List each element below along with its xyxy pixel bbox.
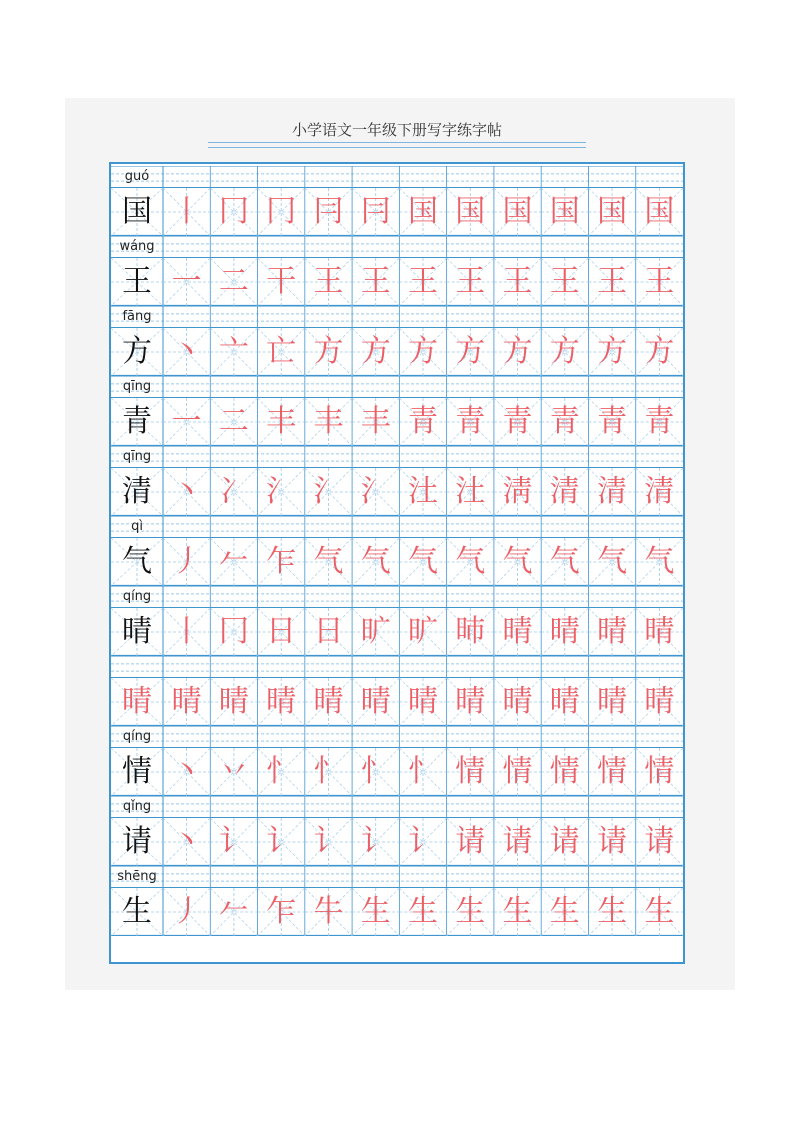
trace-character: 二 [218,264,249,299]
trace-character: 𠂉 [218,544,249,579]
trace-character: 丨 [171,194,202,229]
trace-character: 晴 [171,684,202,719]
trace-character: 晴 [597,614,628,649]
trace-character: 亠 [218,334,249,369]
pinyin-label: fāng [122,309,152,324]
char-row-7 [111,656,683,726]
trace-character: 气 [644,544,675,579]
char-row-8 [111,726,683,796]
trace-character: 清 [644,474,675,509]
model-character: 王 [122,264,152,299]
trace-character: 王 [502,264,533,299]
trace-character: 昁 [455,614,486,649]
trace-character: 晴 [407,684,438,719]
title-underline [208,142,586,148]
trace-character: 一 [171,264,202,299]
model-character: 方 [122,334,152,369]
trace-character: 生 [360,894,391,929]
trace-character: 丰 [266,404,297,439]
trace-character: 国 [407,194,438,229]
char-row-6 [111,586,683,656]
trace-character: 忄 [407,754,438,789]
trace-character: 淸 [502,474,533,509]
trace-character: 方 [360,334,391,369]
page-title: 小学语文一年级下册写字练字帖 [291,121,502,139]
char-row-5 [111,516,683,586]
pinyin-label: qì [131,519,143,534]
trace-character: 方 [549,334,580,369]
trace-character: 方 [644,334,675,369]
trace-character: 日 [313,614,344,649]
trace-character: 日 [266,614,297,649]
pinyin-label: qīng [122,449,152,464]
trace-character: 青 [549,404,580,439]
model-character: 清 [122,474,152,509]
pinyin-label: qǐng [122,799,152,814]
practice-grid [109,162,685,964]
trace-character: 请 [644,824,675,859]
trace-character: 生 [455,894,486,929]
trace-character: 乍 [266,894,297,929]
trace-character: 方 [502,334,533,369]
trace-character: 气 [407,544,438,579]
trace-character: 生 [407,894,438,929]
trace-character: 青 [597,404,628,439]
model-character: 请 [122,824,152,859]
pinyin-label: qīng [122,379,152,394]
trace-character: 青 [407,404,438,439]
trace-character: 丿 [171,894,202,929]
trace-character: 牛 [313,894,344,929]
trace-character: 冃 [360,194,391,229]
trace-character: 二 [218,404,249,439]
trace-character: 国 [644,194,675,229]
trace-character: 汢 [455,474,486,509]
pinyin-label [111,656,163,678]
trace-character: 情 [549,754,580,789]
trace-character: 丨 [171,614,202,649]
trace-character: 冫 [218,474,249,509]
trace-character: 清 [597,474,628,509]
trace-character: 干 [266,264,297,299]
trace-character: 晴 [502,614,533,649]
trace-character: 冂 [218,614,249,649]
trace-character: 王 [549,264,580,299]
trace-character: 讠 [218,824,249,859]
pinyin-label: qíng [122,589,152,604]
trace-character: 讠 [266,824,297,859]
model-character: 生 [122,894,152,929]
trace-character: 冂 [266,194,297,229]
trace-character: 亡 [266,334,297,369]
trace-character: 生 [549,894,580,929]
trace-character: 生 [644,894,675,929]
trace-character: 丷 [218,754,249,789]
model-character: 青 [122,404,152,439]
trace-character: 晴 [313,684,344,719]
trace-character: 晴 [549,614,580,649]
trace-character: 氵 [360,474,391,509]
trace-character: 气 [313,544,344,579]
trace-character: 冂 [218,194,249,229]
char-row-1 [111,236,683,306]
pinyin-label: shēng [117,869,157,884]
trace-character: 汢 [407,474,438,509]
trace-character: 气 [502,544,533,579]
trace-character: 忄 [313,754,344,789]
trace-character: 气 [597,544,628,579]
trace-character: 王 [455,264,486,299]
trace-character: 生 [597,894,628,929]
trace-character: 丰 [313,404,344,439]
trace-character: 国 [502,194,533,229]
trace-character: 氵 [266,474,297,509]
trace-character: 方 [455,334,486,369]
model-character: 晴 [122,614,152,649]
trace-character: 清 [549,474,580,509]
trace-character: 青 [644,404,675,439]
trace-character: 丶 [171,754,202,789]
char-row-4 [111,446,683,516]
trace-character: 忄 [266,754,297,789]
trace-character: 晴 [644,684,675,719]
trace-character: 丶 [171,824,202,859]
trace-character: 丿 [171,544,202,579]
pinyin-label: guó [124,169,150,184]
trace-character: 气 [360,544,391,579]
trace-character: 晴 [549,684,580,719]
pinyin-label: qíng [122,729,152,744]
trace-character: 王 [360,264,391,299]
trace-character: 旷 [360,614,391,649]
trace-character: 讠 [360,824,391,859]
trace-character: 丰 [360,404,391,439]
trace-character: 情 [502,754,533,789]
trace-character: 𠂉 [218,894,249,929]
char-row-3 [111,376,683,446]
char-row-10 [111,866,683,936]
model-character: 晴 [122,684,152,719]
trace-character: 晴 [360,684,391,719]
model-character: 国 [122,194,152,229]
char-row-2 [111,306,683,376]
trace-character: 气 [549,544,580,579]
trace-character: 讠 [407,824,438,859]
trace-character: 晴 [502,684,533,719]
trace-character: 请 [549,824,580,859]
char-row-9 [111,796,683,866]
trace-character: 生 [502,894,533,929]
trace-character: 晴 [644,614,675,649]
trace-character: 请 [455,824,486,859]
trace-character: 请 [502,824,533,859]
trace-character: 国 [597,194,628,229]
trace-character: 丶 [171,474,202,509]
pinyin-label: wáng [119,239,155,254]
trace-character: 国 [455,194,486,229]
trace-character: 方 [407,334,438,369]
trace-character: 晴 [218,684,249,719]
char-row-0 [111,166,683,236]
trace-character: 青 [455,404,486,439]
trace-character: 方 [313,334,344,369]
trace-character: 乍 [266,544,297,579]
trace-character: 讠 [313,824,344,859]
trace-character: 请 [597,824,628,859]
trace-character: 一 [171,404,202,439]
trace-character: 晴 [597,684,628,719]
trace-character: 方 [597,334,628,369]
trace-character: 丶 [171,334,202,369]
trace-character: 王 [644,264,675,299]
trace-character: 晴 [266,684,297,719]
trace-character: 情 [597,754,628,789]
trace-character: 晴 [455,684,486,719]
trace-character: 忄 [360,754,391,789]
trace-character: 王 [407,264,438,299]
trace-character: 冃 [313,194,344,229]
trace-character: 情 [455,754,486,789]
trace-character: 情 [644,754,675,789]
trace-character: 氵 [313,474,344,509]
trace-character: 青 [502,404,533,439]
model-character: 气 [122,544,152,579]
trace-character: 气 [455,544,486,579]
model-character: 情 [122,754,152,789]
trace-character: 王 [313,264,344,299]
trace-character: 王 [597,264,628,299]
trace-character: 国 [549,194,580,229]
trace-character: 旷 [407,614,438,649]
